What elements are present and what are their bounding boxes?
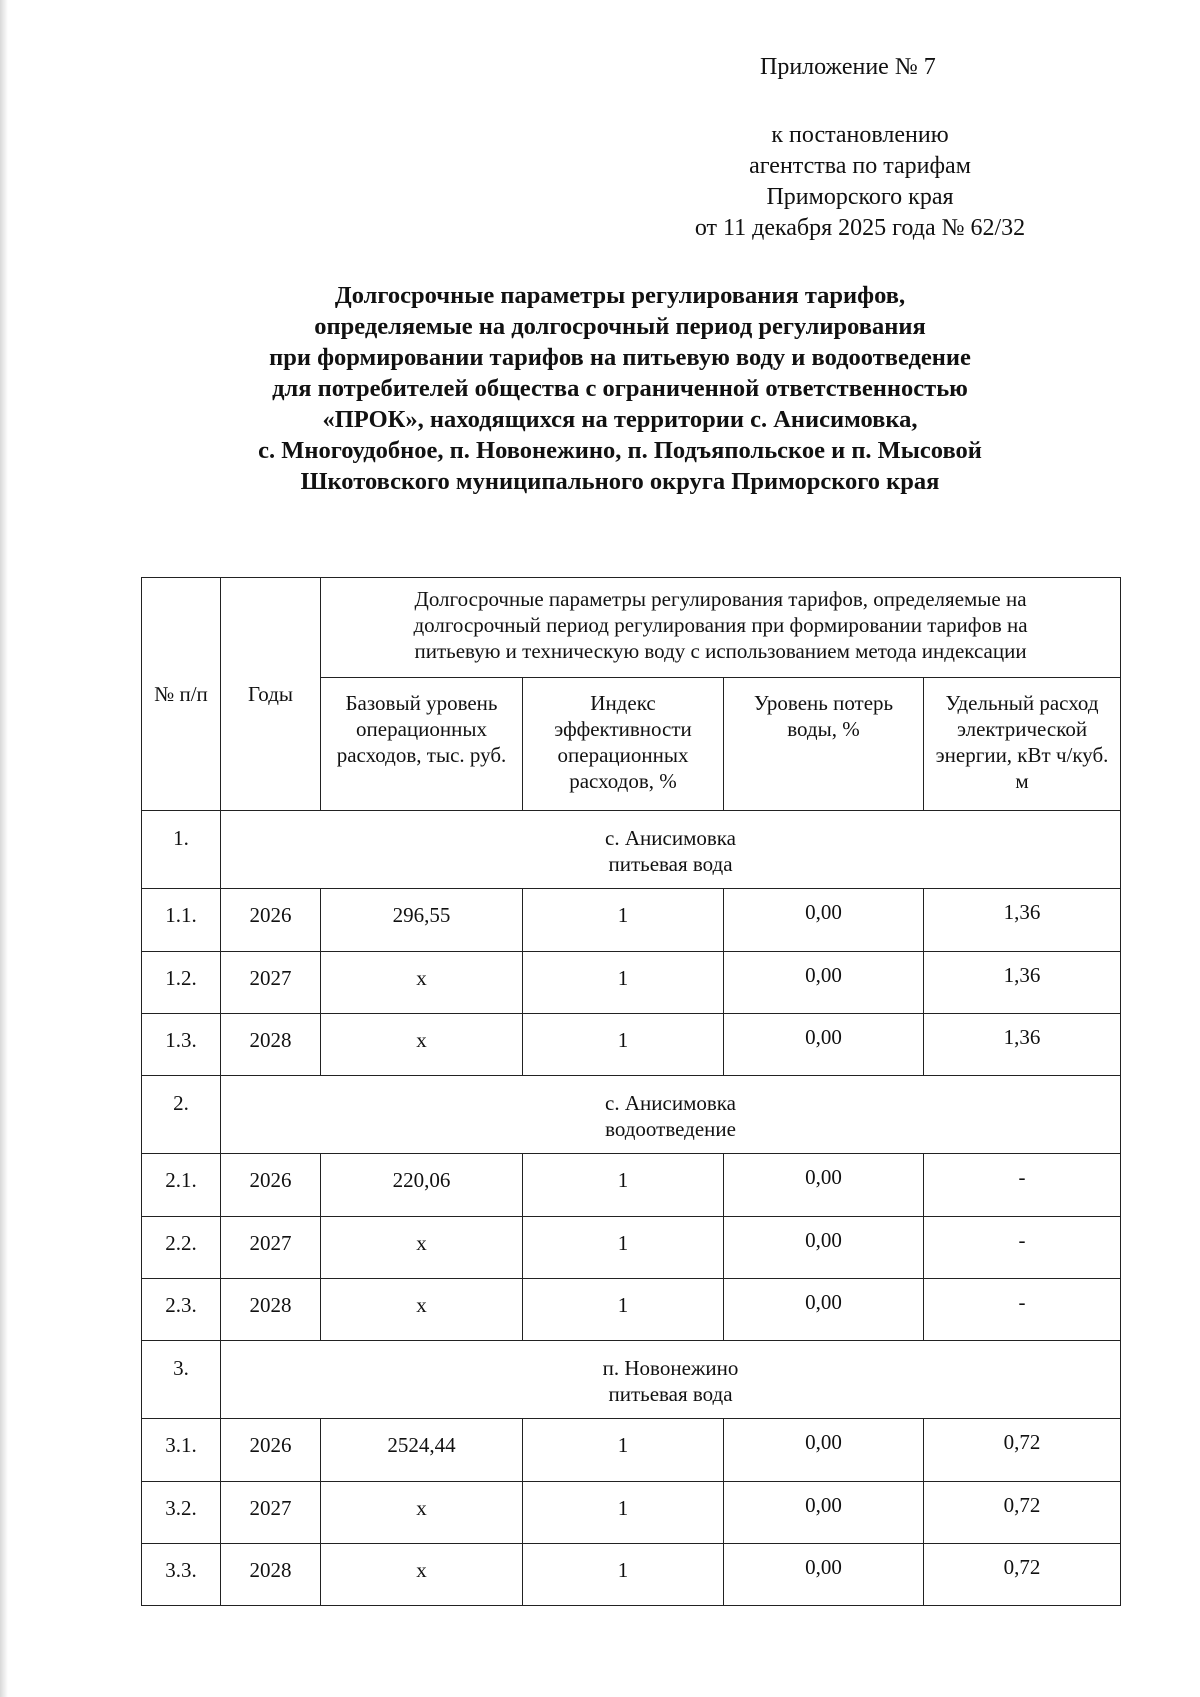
row-efficiency-index: 1	[523, 1419, 724, 1482]
table-row	[142, 889, 1121, 952]
row-base-cost: х	[321, 1544, 523, 1606]
row-energy-use: -	[924, 1217, 1121, 1279]
section-num: 3.	[142, 1341, 221, 1419]
row-base-cost: 2524,44	[321, 1419, 523, 1482]
row-num: 3.2.	[142, 1482, 221, 1544]
section-row	[142, 811, 1121, 889]
section-name	[221, 811, 1121, 889]
row-water-losses: 0,00	[724, 1419, 924, 1482]
table-row	[142, 1154, 1121, 1217]
appendix-number: Приложение № 7	[760, 54, 936, 80]
row-energy-use: -	[924, 1154, 1121, 1217]
row-base-cost: х	[321, 1014, 523, 1076]
table-row	[142, 1279, 1121, 1341]
header-main-line: долгосрочный период регулирования при формировании тарифов на	[413, 613, 1028, 637]
header-main-line: питьевую и техническую воду с использованием метода индексации	[414, 639, 1027, 663]
title-line: определяемые на долгосрочный период регулирования	[314, 313, 926, 340]
row-energy-use: 0,72	[924, 1419, 1121, 1482]
row-efficiency-index: 1	[523, 1217, 724, 1279]
row-energy-use: 0,72	[924, 1544, 1121, 1606]
section-place: с. Анисимовка	[605, 1091, 736, 1115]
row-year: 2027	[221, 952, 321, 1014]
section-service: водоотведение	[605, 1117, 736, 1141]
header-main-line: Долгосрочные параметры регулирования тарифов, определяемые на	[414, 587, 1027, 611]
row-energy-use: 1,36	[924, 889, 1121, 952]
row-water-losses: 0,00	[724, 1217, 924, 1279]
row-energy-use: 0,72	[924, 1482, 1121, 1544]
header-years: Годы	[221, 578, 321, 811]
table-row	[142, 1014, 1121, 1076]
title-line: для потребителей общества с ограниченной ответственностью	[272, 375, 968, 402]
row-water-losses: 0,00	[724, 889, 924, 952]
row-energy-use: 1,36	[924, 1014, 1121, 1076]
row-num: 2.1.	[142, 1154, 221, 1217]
row-base-cost: 220,06	[321, 1154, 523, 1217]
decree-line: к постановлению	[771, 122, 949, 148]
decree-line: от 11 декабря 2025 года № 62/32	[694, 215, 1026, 241]
row-base-cost: 296,55	[321, 889, 523, 952]
row-num: 1.1.	[142, 889, 221, 952]
row-num: 1.2.	[142, 952, 221, 1014]
section-name	[221, 1341, 1121, 1419]
row-water-losses: 0,00	[724, 1154, 924, 1217]
tariff-parameters-table	[141, 577, 1121, 1606]
row-num: 3.1.	[142, 1419, 221, 1482]
header-main	[321, 578, 1121, 678]
section-row	[142, 1076, 1121, 1154]
row-base-cost: х	[321, 1279, 523, 1341]
section-row	[142, 1341, 1121, 1419]
row-year: 2028	[221, 1014, 321, 1076]
row-year: 2027	[221, 1482, 321, 1544]
row-efficiency-index: 1	[523, 952, 724, 1014]
table-row	[142, 1419, 1121, 1482]
row-efficiency-index: 1	[523, 1544, 724, 1606]
header-num: № п/п	[142, 578, 221, 811]
row-efficiency-index: 1	[523, 1154, 724, 1217]
decree-reference	[620, 120, 1100, 244]
row-energy-use: 1,36	[924, 952, 1121, 1014]
section-num: 2.	[142, 1076, 221, 1154]
title-line: «ПРОК», находящихся на территории с. Анисимовка,	[322, 406, 918, 433]
section-place: с. Анисимовка	[605, 826, 736, 850]
row-base-cost: х	[321, 1482, 523, 1544]
row-num: 2.3.	[142, 1279, 221, 1341]
row-efficiency-index: 1	[523, 889, 724, 952]
section-place: п. Новонежино	[602, 1356, 739, 1380]
row-year: 2027	[221, 1217, 321, 1279]
row-year: 2028	[221, 1279, 321, 1341]
row-water-losses: 0,00	[724, 1544, 924, 1606]
title-line: при формировании тарифов на питьевую воду и водоотведение	[269, 344, 971, 371]
table-row	[142, 1544, 1121, 1606]
page-edge-shadow	[0, 0, 8, 1697]
row-water-losses: 0,00	[724, 1482, 924, 1544]
section-service: питьевая вода	[608, 1382, 733, 1406]
row-efficiency-index: 1	[523, 1279, 724, 1341]
title-line: Шкотовского муниципального округа Приморского края	[300, 468, 940, 495]
table-row	[142, 952, 1121, 1014]
header-energy-use: Удельный расход электрической энергии, кВт ч/куб. м	[924, 678, 1121, 811]
section-num: 1.	[142, 811, 221, 889]
decree-line: Приморского края	[766, 184, 954, 210]
row-year: 2028	[221, 1544, 321, 1606]
header-base-cost: Базовый уровень операционных расходов, тыс. руб.	[321, 678, 523, 811]
row-efficiency-index: 1	[523, 1482, 724, 1544]
header-efficiency-index: Индекс эффективности операционных расходов, %	[523, 678, 724, 811]
row-energy-use: -	[924, 1279, 1121, 1341]
decree-line: агентства по тарифам	[749, 153, 971, 179]
title-line: Долгосрочные параметры регулирования тарифов,	[334, 282, 906, 309]
section-name	[221, 1076, 1121, 1154]
row-base-cost: х	[321, 952, 523, 1014]
header-row	[142, 578, 1121, 678]
header-water-losses: Уровень потерь воды, %	[724, 678, 924, 811]
row-num: 1.3.	[142, 1014, 221, 1076]
document-title	[150, 280, 1090, 497]
section-service: питьевая вода	[608, 852, 733, 876]
row-year: 2026	[221, 1419, 321, 1482]
row-water-losses: 0,00	[724, 1014, 924, 1076]
row-num: 3.3.	[142, 1544, 221, 1606]
title-line: с. Многоудобное, п. Новонежино, п. Подъяпольское и п. Мысовой	[258, 437, 982, 464]
row-efficiency-index: 1	[523, 1014, 724, 1076]
row-year: 2026	[221, 1154, 321, 1217]
row-num: 2.2.	[142, 1217, 221, 1279]
row-base-cost: х	[321, 1217, 523, 1279]
row-year: 2026	[221, 889, 321, 952]
table-row	[142, 1482, 1121, 1544]
row-water-losses: 0,00	[724, 1279, 924, 1341]
table-row	[142, 1217, 1121, 1279]
row-water-losses: 0,00	[724, 952, 924, 1014]
